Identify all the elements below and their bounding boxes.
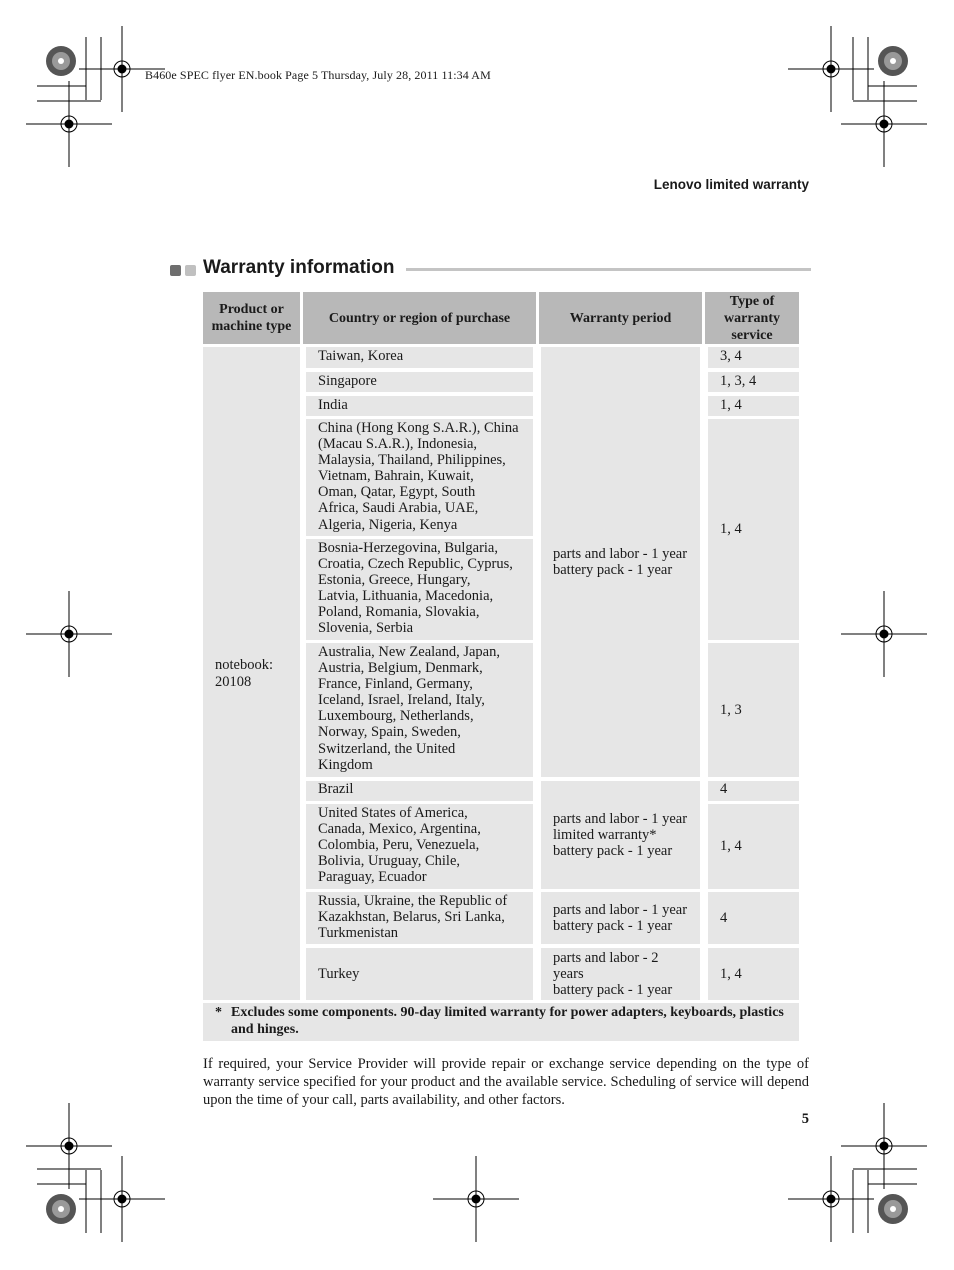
running-head: Lenovo limited warranty (653, 177, 809, 192)
type-cell: 1, 3 (708, 643, 799, 777)
country-row: Bosnia-Herzegovina, Bulgaria, Croatia, Czech Republic, Cyprus, Estonia, Greece, Hungary, Latvia, Lithuania, Macedonia, Poland, Romania, Slovakia, Slovenia, Serbia (306, 539, 533, 640)
type-cell: 1, 4 (708, 419, 799, 640)
corner-rosette-icon (878, 1194, 908, 1224)
product-cell: notebook: 20108 (203, 347, 300, 1000)
period-cell: parts and labor - 1 year battery pack - 1 year (541, 347, 700, 777)
type-cell: 3, 4 (708, 347, 799, 368)
registration-target-icon (841, 81, 927, 167)
corner-rosette-icon (46, 46, 76, 76)
country-row: India (306, 396, 533, 416)
registration-target-icon (788, 26, 874, 112)
header-period: Warranty period (539, 292, 702, 344)
country-row: Russia, Ukraine, the Republic of Kazakhstan, Belarus, Sri Lanka, Turkmenistan (306, 892, 533, 944)
header-type: Type of warranty service (705, 292, 799, 344)
type-cell: 4 (708, 781, 799, 801)
period-cell: parts and labor - 2 years battery pack - 1 year (541, 948, 700, 1000)
country-row: Turkey (306, 948, 533, 1000)
table-footnote (203, 1003, 799, 1041)
registration-target-icon (26, 81, 112, 167)
type-cell: 1, 4 (708, 948, 799, 1000)
registration-target-icon (433, 1156, 519, 1242)
country-row: United States of America, Canada, Mexico, Argentina, Colombia, Peru, Venezuela, Bolivia, Uruguay, Chile, Paraguay, Ecuador (306, 804, 533, 889)
section-bullets-icon (170, 265, 198, 277)
period-cell: parts and labor - 1 year battery pack - 1 year (541, 892, 700, 944)
file-header: B460e SPEC flyer EN.book Page 5 Thursday, July 28, 2011 11:34 AM (145, 68, 491, 82)
page-number: 5 (801, 1111, 809, 1127)
type-cell: 4 (708, 892, 799, 944)
country-row: Singapore (306, 372, 533, 392)
type-cell: 1, 3, 4 (708, 372, 799, 392)
section-rule (406, 268, 811, 271)
country-row: Australia, New Zealand, Japan, Austria, Belgium, Denmark, France, Finland, Germany, Iceland, Israel, Ireland, Italy, Luxembourg, Netherlands, Norway, Spain, Sweden, Switzerland, the United Kingdom (306, 643, 533, 777)
corner-rosette-icon (878, 46, 908, 76)
footnote-text: Excludes some components. 90-day limited warranty for power adapters, keyboards, plastics and hinges. (231, 1005, 784, 1037)
section-title: Warranty information (203, 257, 395, 278)
country-row: China (Hong Kong S.A.R.), China (Macau S.A.R.), Indonesia, Malaysia, Thailand, Philippines, Vietnam, Bahrain, Kuwait, Oman, Qatar, Egypt, South Africa, Saudi Arabia, UAE, Algeria, Nigeria, Kenya (306, 419, 533, 536)
country-row: Taiwan, Korea (306, 347, 533, 368)
registration-target-icon (26, 591, 112, 677)
registration-target-icon (841, 591, 927, 677)
corner-rosette-icon (46, 1194, 76, 1224)
period-cell: parts and labor - 1 year limited warranty* battery pack - 1 year (541, 781, 700, 889)
header-country: Country or region of purchase (303, 292, 536, 344)
body-paragraph: If required, your Service Provider will provide repair or exchange service depending on the type of warranty service specified for your product and the available service. Scheduling of service will depend upon the time of your call, parts availability, and other factors. (203, 1056, 809, 1108)
type-cell: 1, 4 (708, 804, 799, 889)
country-row: Brazil (306, 781, 533, 801)
type-cell: 1, 4 (708, 396, 799, 416)
footnote-marker: * (215, 1005, 222, 1020)
registration-target-icon (841, 1103, 927, 1189)
header-product: Product or machine type (203, 292, 300, 344)
registration-target-icon (26, 1103, 112, 1189)
